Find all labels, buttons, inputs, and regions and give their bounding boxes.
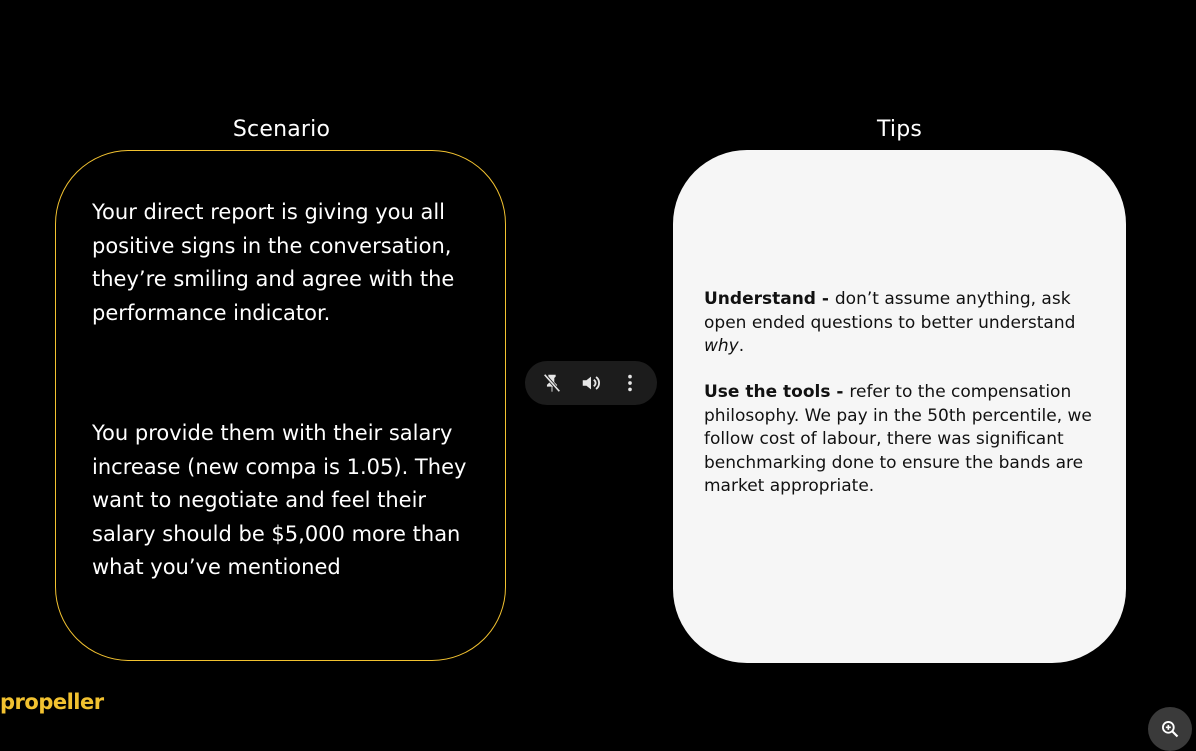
tip-understand-text: don’t assume anything, ask open ended questions to better understand: [704, 289, 1076, 333]
media-controls: [525, 361, 657, 405]
pin-off-button[interactable]: [537, 368, 567, 398]
more-vertical-icon: [619, 372, 641, 394]
volume-icon: [580, 372, 602, 394]
tip-understand: [704, 288, 1099, 359]
zoom-in-button[interactable]: [1148, 707, 1192, 751]
volume-button[interactable]: [576, 368, 606, 398]
tip-understand-end: .: [738, 336, 745, 356]
pin-off-icon: [541, 372, 563, 394]
tip-understand-emphasis: why: [704, 336, 739, 356]
propeller-logo: propeller: [0, 690, 104, 714]
tip-tools-title: Use the tools -: [704, 382, 850, 402]
scenario-card: [55, 150, 506, 661]
scenario-heading: Scenario: [232, 117, 331, 142]
tip-understand-title: Understand -: [704, 289, 835, 309]
scenario-paragraph-1: Your direct report is giving you all positive signs in the conversation, they’re smiling and agree with the performance indicator.: [92, 200, 455, 325]
tips-card: [673, 150, 1126, 663]
tips-heading: Tips: [876, 117, 923, 142]
tip-use-the-tools: [704, 381, 1099, 499]
zoom-in-icon: [1160, 719, 1180, 739]
tip-tools-text: refer to the compensation philosophy. We pay in the 50th percentile, we follow cost of labour, there was significant benchmarking done to ensure the bands are market appropriate.: [704, 382, 1092, 496]
more-options-button[interactable]: [615, 368, 645, 398]
scenario-paragraph-2: You provide them with their salary increase (new compa is 1.05). They want to negotiate and feel their salary should be $5,000 more than what you’ve mentioned: [92, 421, 467, 579]
